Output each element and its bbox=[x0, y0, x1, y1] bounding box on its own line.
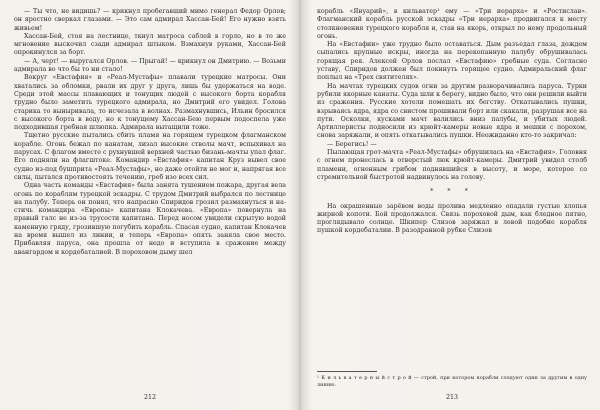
paragraph: Хассан-Бей, стоя на лестнице, ткнул матроса саблей в горло, но в то же мгновение выскочил сзади адмирал штыком. Взмахнув руками, Хассан-Бей опрокинулся за борт. bbox=[14, 32, 286, 57]
paragraph: На окрашенные зарёвом воды пролива медленно опадали густые хлопья жирной копоти. Бой продолжался. Связь пороховой дым, как бледное пятно, проглядывало солнце. Шкипер Слизов заряжал в левой подобие корабля пушкой кордебаталии. В разодранной рубке Слизов bbox=[317, 202, 587, 235]
paragraph: Тщетно русские пытались сбить пламя на горящем турецком флагманском корабле. Огонь бежал по канатам, лизал высокие стволы мачт, вспыхивал на парусах. С флагом вместе с рухнувшей верхней частью бизань-мачты упал флаг. Его подняли на флагштоке. Командир «Евстафия» капитан Круз вывел свое судно из-под бушприта «Реал-Мустафы», но даже отойти не мог и, напрягая все силы, пытался противостоять течению, греб изо всех сил. bbox=[14, 132, 286, 181]
paragraph: На «Евстафии» уже трудно было оставаться. Дым разъедал глаза, дождем сыпались крупные искры, иногда на перекопанную палубу обрушивалась горящая рея. Алексей Орлов послал «Евстафию» гребные суда. Согласно уставу, Спиридов должен был покинуть горящее судно. Адмиральский флаг поплыл на «Трех святителях». bbox=[317, 41, 587, 82]
right-page bbox=[317, 8, 587, 402]
paragraph: Вокруг «Евстафия» и «Реал-Мустафы» плавали турецкие матросы. Они хватались за обломки, рвали их друг у друга, лишь бы удержаться на воде. Среди этой массы плавающих и тонущих людей с высокого борта корабля трудно было заметить турецкого адмирала, но Дмитрий его увидел. Голова старика то выныривала, то исчезала в волнах. Размахнувшись, Ильин бросился с высокого борта в воду, но к тонущему Хассан-Бею первым подоспела уже подходившая гребная шлюпка. Адмирала вытащили тоже. bbox=[14, 74, 286, 132]
section-separator: * * * bbox=[430, 188, 474, 196]
paragraph: — Берегись! — bbox=[327, 140, 377, 148]
page-number: 212 bbox=[143, 393, 157, 401]
paragraph: — Ты что, не видишь? — крикнул пробегавший мимо генерал Федор Орлов; он яростно сверкал глазами. — Это сам адмирал Хассан-Бей! Его нужно взять живьем! bbox=[14, 8, 286, 32]
book-gutter bbox=[298, 0, 302, 410]
footnote-text: ¹ К и л ь в а т е р н ы й с т р о й — строй, при котором корабли следуют один за другим в одну линию. bbox=[317, 375, 587, 388]
paragraph: Одна часть команды «Евстафия» была занята тушением пожара, другая вела огонь по кораблям турецкой эскадры. С трудом Дмитрий выбрался по лестнице на палубу. Теперь он понял, что напрасно Спиридов грозил размахнуться и настичь командира «Европы» капитана Клокачева. «Европа» повернула на правый галс не из-за трусости капитана. Перед носом увидели скрытую водой каменную гряду, грозившую погубить корабль. Спасая судно, капитан Клокачев на время вышел из линии, и теперь «Европа» опять заняла свое место. Прибавляя паруса, она прошла от недо и вступила в сражение между авангардом и кордебаталией. В пороховом дыму шел bbox=[14, 182, 286, 256]
paragraph: корабль «Януарий», в кильватер¹ ему — «Три иерарха» и «Ростислав». Флагманский корабль русской эскадры «Три иерарха» продвигался к месту столкновения турецкого корабля и, став на якорь, открыл по нему продольный огонь. bbox=[317, 8, 587, 40]
paragraph: — А, черт! — выругался Орлов. — Прыгай! — крикнул он Дмитрию. — Возьми адмирала во что бы то ни стало! bbox=[14, 57, 286, 74]
paragraph: Пылающая грот-мачта «Реал-Мустафы» обрушилась на «Евстафия». Головня с огнем пронеслась в отверстый люк крюйт-камеры. Дмитрий увидел столб пламени, огненным грибом поднявшийся в высоту, и море, которое со стремительной быстротой надвинулось на голову. bbox=[317, 149, 587, 181]
paragraph: На мачтах турецких судов огни за другим разворачивались паруса. Турки рубили якорные канаты. Суда шли к берегу, видно было, что они решили выйти из сражения. Русские хотели помешать их бегству. Откатывались пушки, взрываясь ядра, ядра со свистом прошивали борт или скакали, разрушая все на пути. Осколки, кусками мачт валились вниз палубы, и убитых людей. Артиллеристы подносили из крюйт-камеры новые ядра и мешки с порохом, снова заряжали, и опять откатывались пушки. Неожиданно кто-то закричал: bbox=[317, 82, 587, 140]
footnote bbox=[317, 371, 587, 388]
page-number: 213 bbox=[445, 393, 459, 401]
left-page bbox=[14, 8, 286, 402]
footnote-rule bbox=[317, 371, 377, 372]
